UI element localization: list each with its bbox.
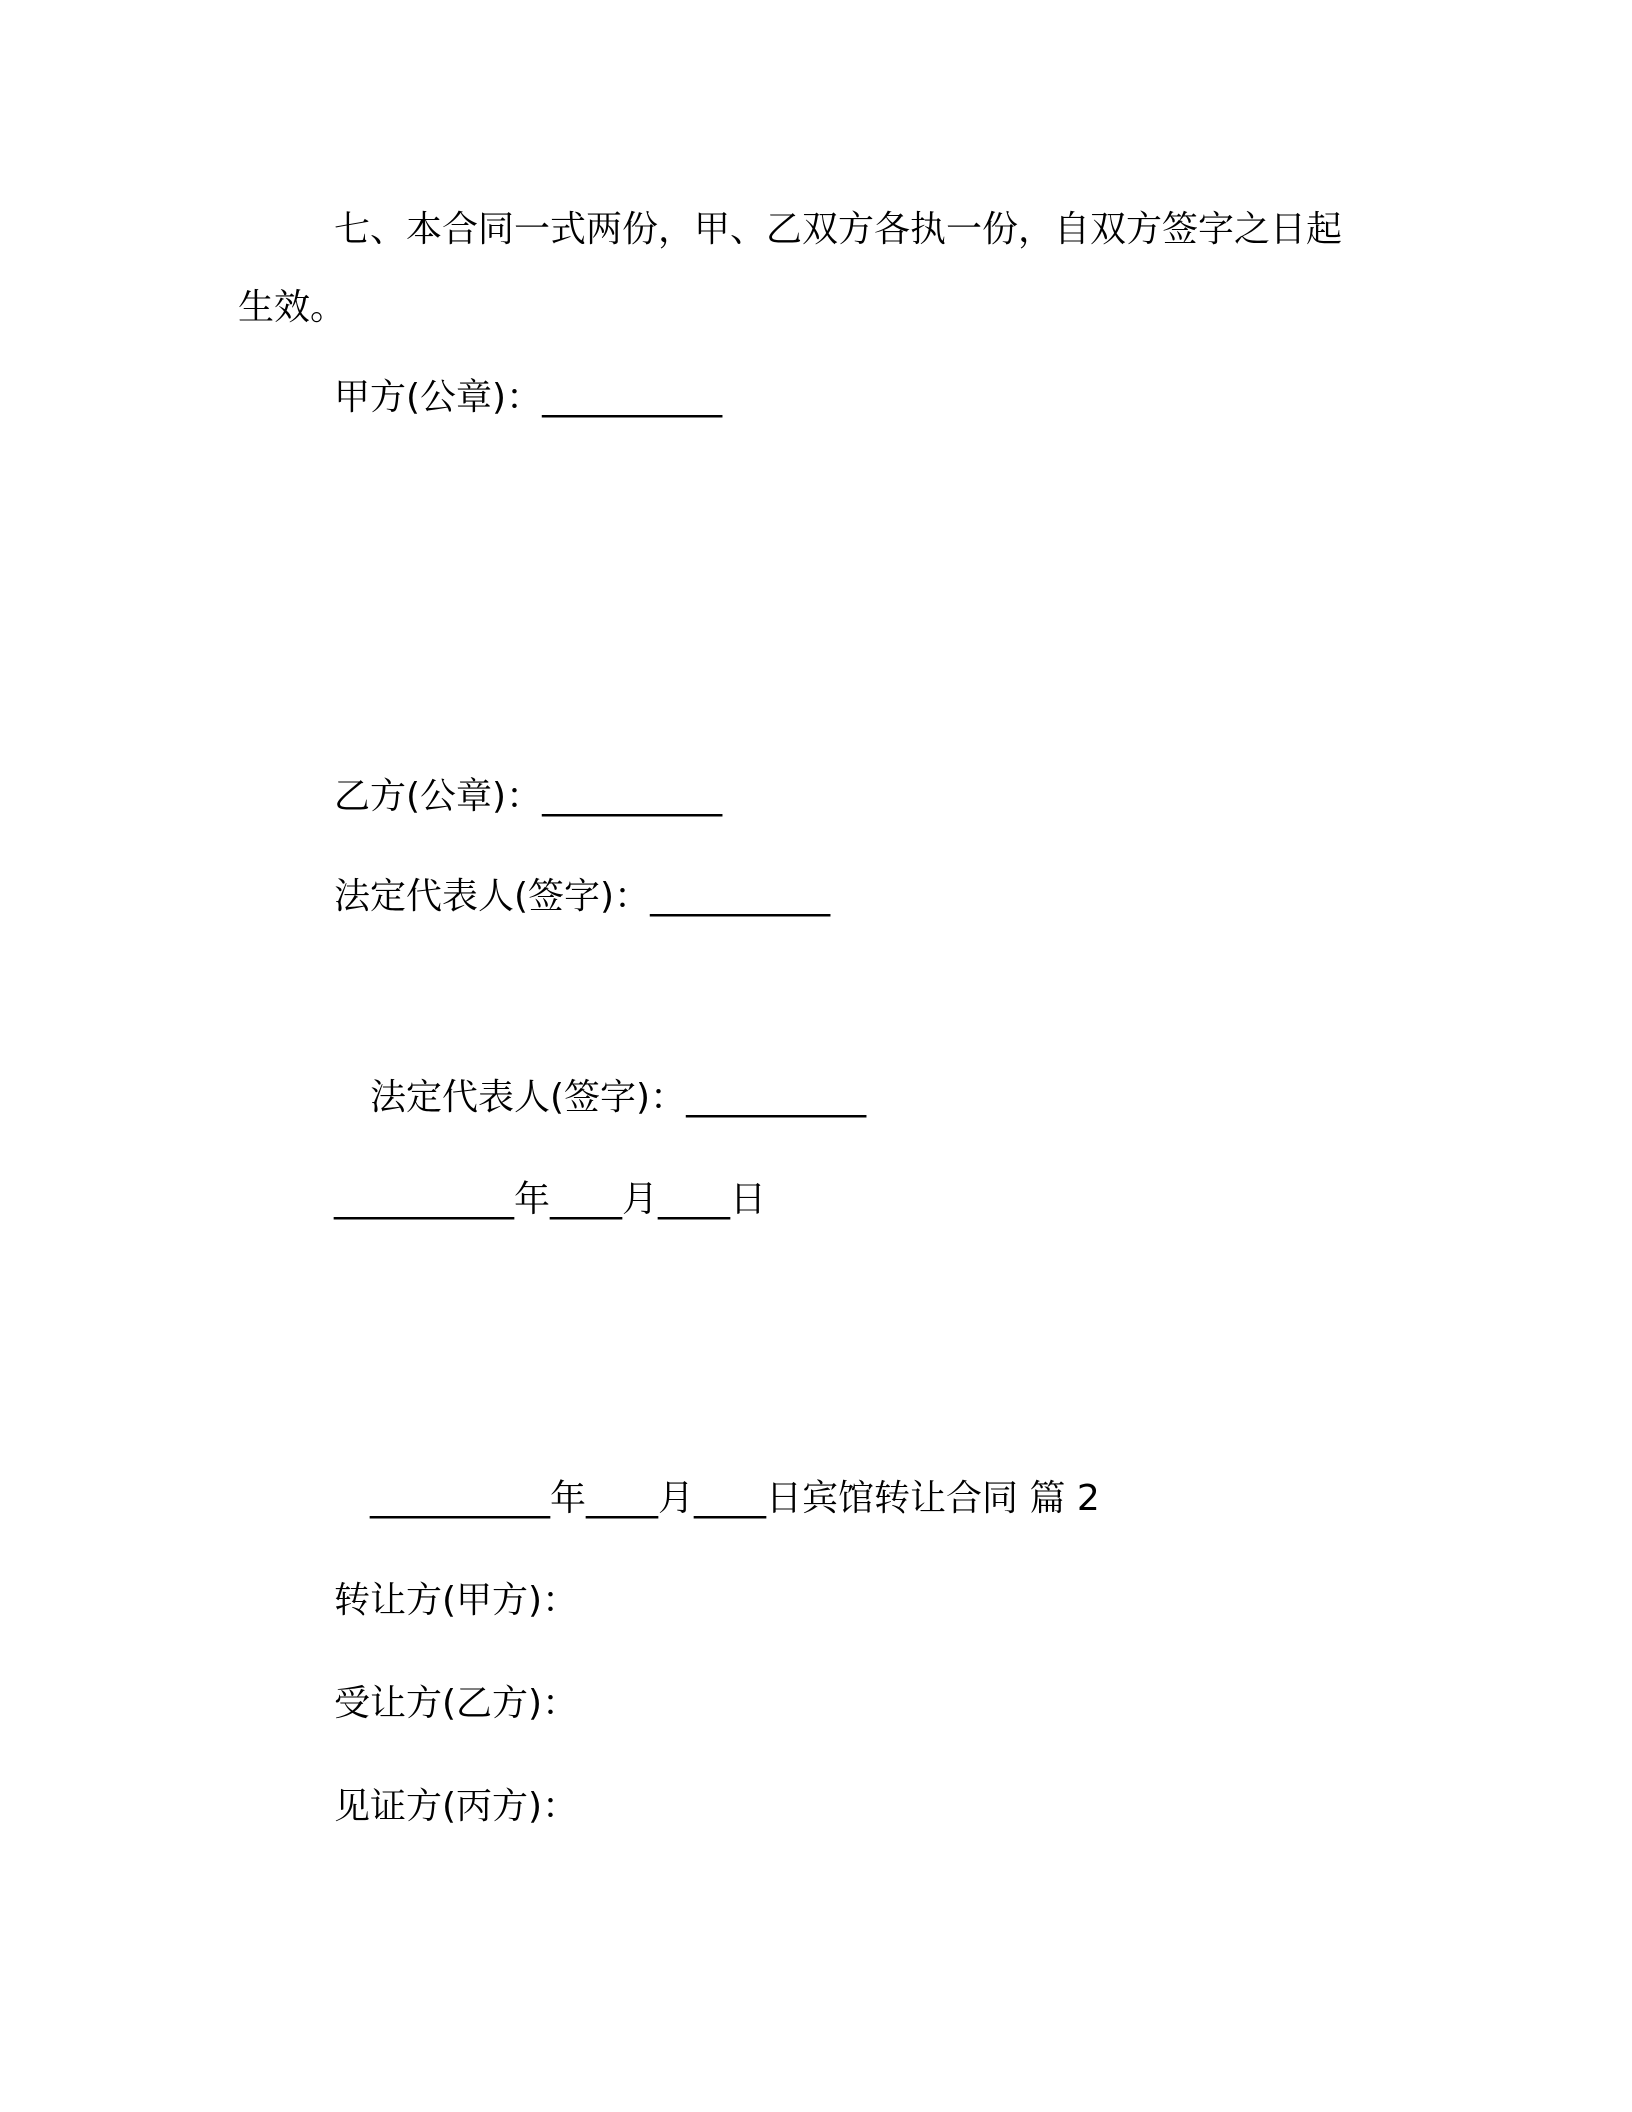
party-b-seal-line: 乙方(公章)：__________ [334, 776, 723, 817]
contract-heading-part-2: __________年____月____日宾馆转让合同 篇 2 [370, 1478, 1100, 1519]
witness-line: 见证方(丙方)： [334, 1786, 579, 1827]
transferor-line: 转让方(甲方)： [334, 1580, 579, 1621]
legal-representative-line-1: 法定代表人(签字)：__________ [334, 876, 831, 917]
legal-representative-line-2: 法定代表人(签字)：__________ [370, 1077, 867, 1118]
date-line: __________年____月____日 [334, 1179, 766, 1220]
transferee-line: 受让方(乙方)： [334, 1683, 579, 1724]
party-a-seal-line: 甲方(公章)：__________ [334, 377, 723, 418]
clause-seven-paragraph: 七、本合同一式两份，甲、乙双方各执一份，自双方签字之日起生效。 [238, 209, 1343, 328]
